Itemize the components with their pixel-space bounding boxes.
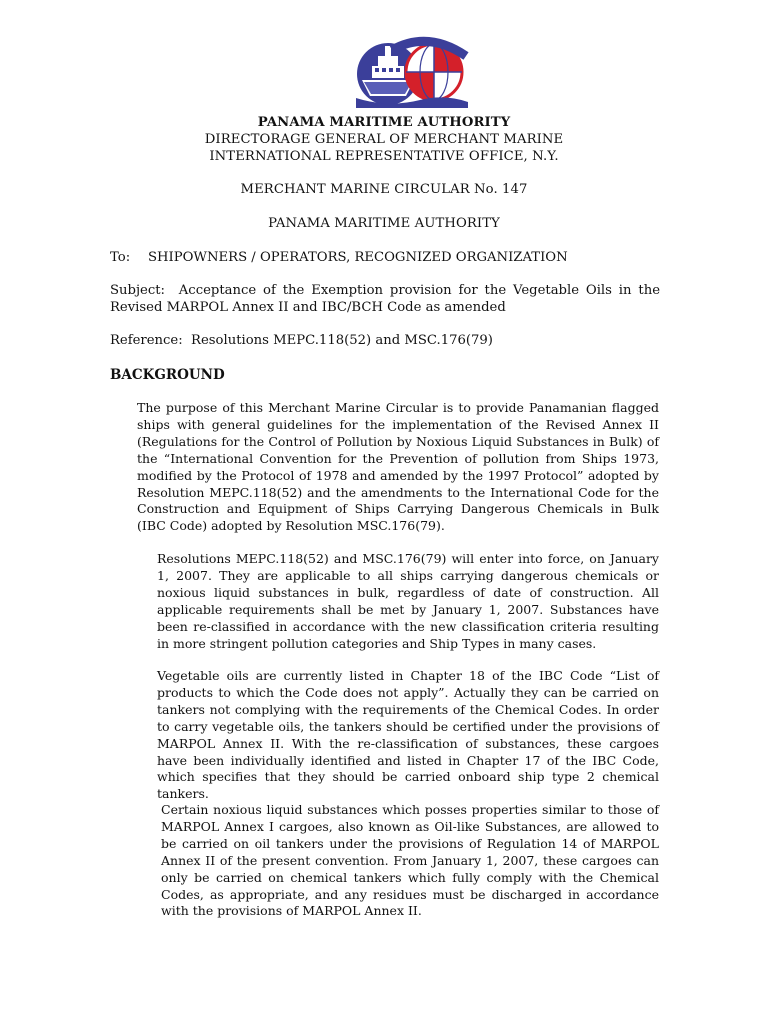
- directorate-title: DIRECTORAGE GENERAL OF MERCHANT MARINE: [204, 132, 564, 147]
- reference-line: [110, 333, 493, 348]
- authority-title: PANAMA MARITIME AUTHORITY: [268, 216, 500, 231]
- paragraph-vegetable-oils: Vegetable oils are currently listed in Chapter 18 of the IBC Code “List of products to which the Code does not apply”. Actually they can be carried on tankers not complying with the requirements of the Chemical Codes. In order to carry vegetable oils, the tankers should be certified under the provisions of MARPOL Annex II. With the re-classification of substances, these cargoes have been individually identified and listed in Chapter 17 of the IBC Code, which specifies that they should be carried onboard ship type 2 chemical tankers.: [157, 668, 659, 802]
- subject-label: Subject:: [110, 283, 165, 298]
- subject-value: Acceptance of the Exemption provision for the Vegetable Oils in the Revised MARPOL Annex II and IBC/BCH Code as amended: [110, 283, 660, 315]
- office-title: INTERNATIONAL REPRESENTATIVE OFFICE, N.Y.: [209, 149, 559, 164]
- subject-line: [110, 282, 660, 316]
- reference-value: Resolutions MEPC.118(52) and MSC.176(79): [191, 333, 493, 348]
- panama-maritime-authority-logo: [348, 36, 472, 108]
- to-label: To:: [110, 250, 131, 265]
- org-title: PANAMA MARITIME AUTHORITY: [257, 115, 511, 130]
- paragraph-resolutions: Resolutions MEPC.118(52) and MSC.176(79) will enter into force, on January 1, 2007. They are applicable to all ships carrying dangerous chemicals or noxious liquid substances in bulk, regardless of date of construction. All applicable requirements shall be met by January 1, 2007. Substances have been re-classified in accordance with the new classification criteria resulting in more stringent pollution categories and Ship Types in many cases.: [157, 551, 659, 651]
- circular-title: MERCHANT MARINE CIRCULAR No. 147: [240, 182, 528, 197]
- background-heading: BACKGROUND: [110, 367, 225, 383]
- reference-label: Reference:: [110, 333, 183, 348]
- paragraph-oil-like-substances: Certain noxious liquid substances which posses properties similar to those of MARPOL Annex I cargoes, also known as Oil-like Substances, are allowed to be carried on oil tankers under the provisions of Regulation 14 of MARPOL Annex II of the present convention. From January 1, 2007, these cargoes can only be carried on chemical tankers which fully comply with the Chemical Codes, as appropriate, and any residues must be discharged in accordance with the provisions of MARPOL Annex II.: [161, 802, 659, 919]
- to-value: SHIPOWNERS / OPERATORS, RECOGNIZED ORGANIZATION: [148, 250, 568, 265]
- paragraph-purpose: The purpose of this Merchant Marine Circular is to provide Panamanian flagged ships with general guidelines for the implementation of the Revised Annex II (Regulations for the Control of Pollution by Noxious Liquid Substances in Bulk) of the “International Convention for the Prevention of pollution from Ships 1973, modified by the Protocol of 1978 and amended by the 1997 Protocol” adopted by Resolution MEPC.118(52) and the amendments to the International Code for the Construction and Equipment of Ships Carrying Dangerous Chemicals in Bulk (IBC Code) adopted by Resolution MSC.176(79).: [137, 400, 659, 534]
